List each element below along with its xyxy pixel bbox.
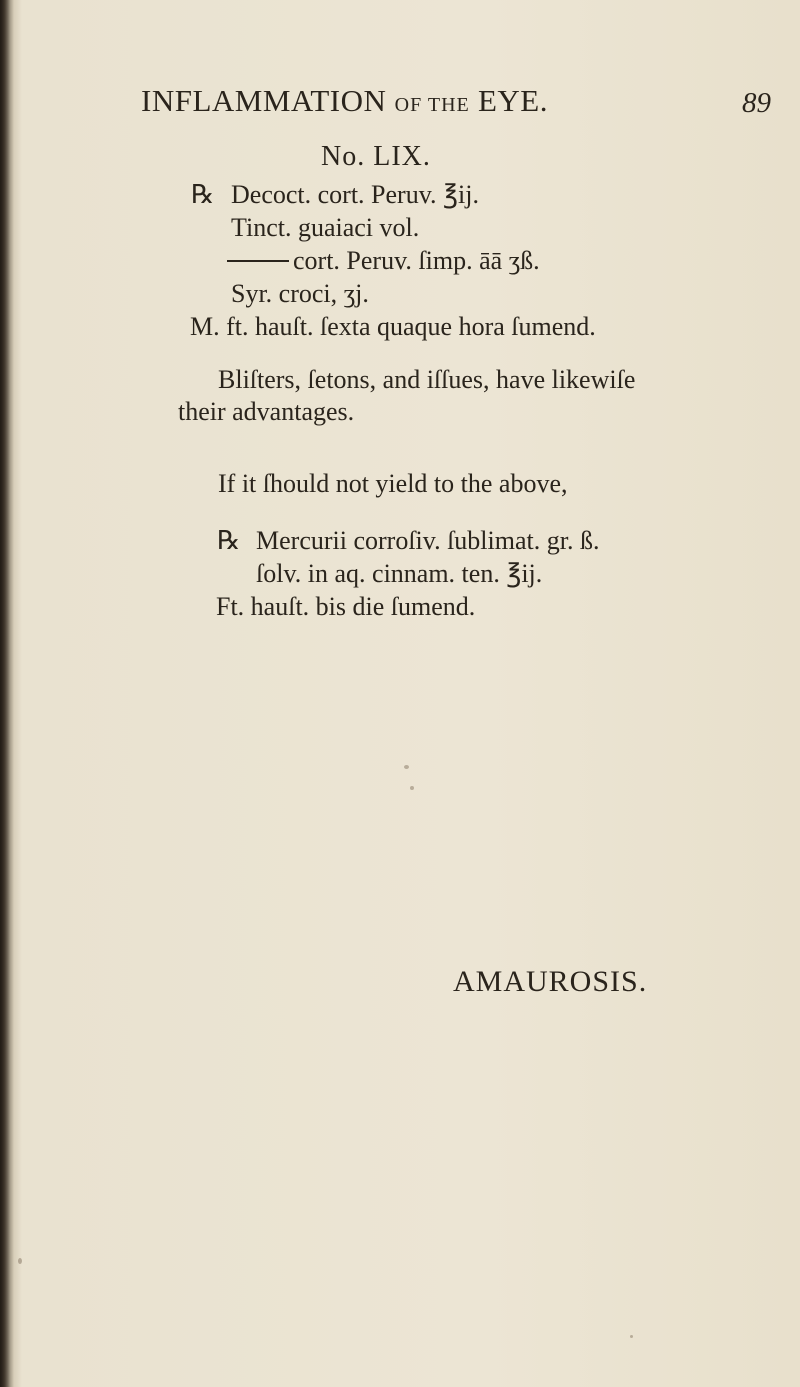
header-title-end: EYE. (477, 83, 548, 118)
paper-speck (18, 1258, 22, 1264)
recipe-line: Decoct. cort. Peruv. ℥ij. (231, 180, 479, 209)
section-heading: AMAUROSIS. (453, 965, 648, 998)
recipe-line: M. ft. hauſt. ſexta quaque hora ſumend. (190, 312, 596, 341)
header-title-of-the: OF THE (394, 94, 470, 116)
paragraph-line: their advantages. (178, 397, 355, 426)
recipe-line: Mercurii corroſiv. ſublimat. gr. ß. (256, 526, 600, 555)
paragraph-line: Bliſters, ſetons, and iſſues, have likewiſe (218, 365, 636, 394)
recipe-line (227, 246, 540, 276)
paper-speck (410, 786, 414, 790)
recipe-line-text: cort. Peruv. ſimp. āā ʒß. (293, 246, 540, 275)
recipe-line: ſolv. in aq. cinnam. ten. ℥ij. (256, 559, 543, 588)
rx-symbol: ℞ (217, 526, 241, 555)
recipe-line: Ft. hauſt. bis die ſumend. (216, 592, 476, 621)
rx-symbol: ℞ (191, 180, 215, 209)
ditto-dash (227, 260, 289, 262)
running-header (141, 83, 548, 119)
header-title-main: INFLAMMATION (141, 83, 387, 118)
paragraph-line: If it ſhould not yield to the above, (218, 469, 568, 498)
page-gutter (0, 0, 14, 1387)
recipe-line: Tinct. guaiaci vol. (231, 213, 420, 242)
recipe-line: Syr. croci, ʒj. (231, 279, 369, 308)
paper-speck (404, 765, 409, 769)
page-number: 89 (742, 87, 771, 119)
paper-speck (630, 1335, 633, 1338)
recipe-number: No. LIX. (321, 141, 431, 172)
